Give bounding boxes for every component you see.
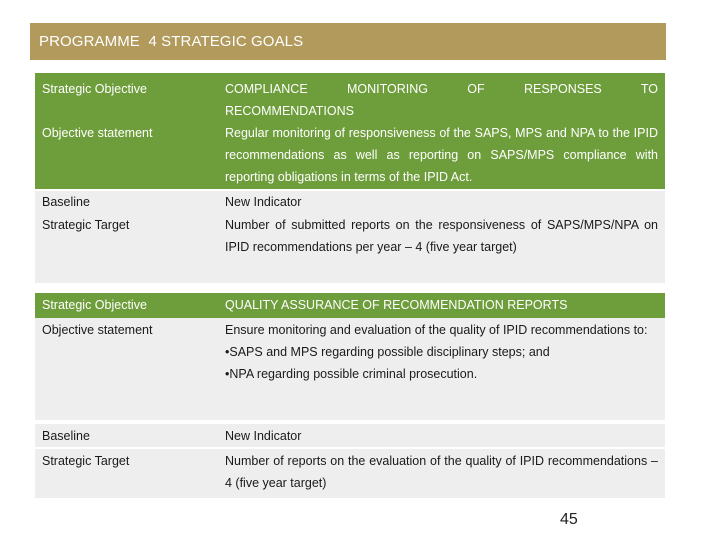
section2-baseline-label: Baseline — [42, 429, 90, 443]
section2-strategic-target-value: Number of reports on the evaluation of the quality of IPID recommendations – 4 (five year target) — [225, 454, 658, 490]
section2-bullet-2: •NPA regarding possible criminal prosecution. — [225, 367, 478, 381]
section2-baseline-row — [35, 424, 665, 449]
section1-objective-block — [35, 73, 665, 189]
section2-strategic-objective-value: QUALITY ASSURANCE OF RECOMMENDATION REPORTS — [225, 298, 568, 312]
section1-objective-statement-label: Objective statement — [42, 126, 153, 140]
section1-target-block — [35, 191, 665, 283]
section1-baseline-label: Baseline — [42, 195, 90, 209]
section2-objective-statement-value — [225, 319, 658, 385]
page-number: 45 — [560, 511, 578, 528]
page-title-bar — [30, 23, 666, 60]
section1-strategic-objective-value — [225, 78, 658, 122]
section1-strategic-target-value: Number of submitted reports on the responsiveness of SAPS/MPS/NPA on IPID recommendations per year – 4 (five year target) — [225, 218, 658, 254]
section1-strategic-target-label: Strategic Target — [42, 218, 130, 232]
section2-objective-statement-intro: Ensure monitoring and evaluation of the quality of IPID recommendations to: — [225, 323, 648, 337]
section1-objective-statement-value: Regular monitoring of responsiveness of the SAPS, MPS and NPA to the IPID recommendations as well as reporting on SAPS/MPS compliance with reporting obligations in terms of the IPID Act. — [225, 126, 658, 184]
section2-strategic-objective-row — [35, 293, 665, 318]
section1-strategic-objective-label: Strategic Objective — [42, 82, 147, 96]
section2-strategic-target-row — [35, 449, 665, 498]
section2-strategic-target-label: Strategic Target — [42, 454, 130, 468]
section2-bullet-1: •SAPS and MPS regarding possible disciplinary steps; and — [225, 345, 550, 359]
section1-strategic-objective-line1: COMPLIANCE MONITORING OF RESPONSES TO — [225, 82, 658, 96]
page-title: PROGRAMME 4 STRATEGIC GOALS — [39, 33, 304, 50]
section2-objective-statement-label: Objective statement — [42, 323, 153, 337]
section2-objective-statement-row — [35, 318, 665, 422]
section2-baseline-value: New Indicator — [225, 429, 302, 443]
section1-baseline-value: New Indicator — [225, 195, 302, 209]
section2-strategic-objective-label: Strategic Objective — [42, 298, 147, 312]
section1-strategic-objective-line2: RECOMMENDATIONS — [225, 104, 354, 118]
